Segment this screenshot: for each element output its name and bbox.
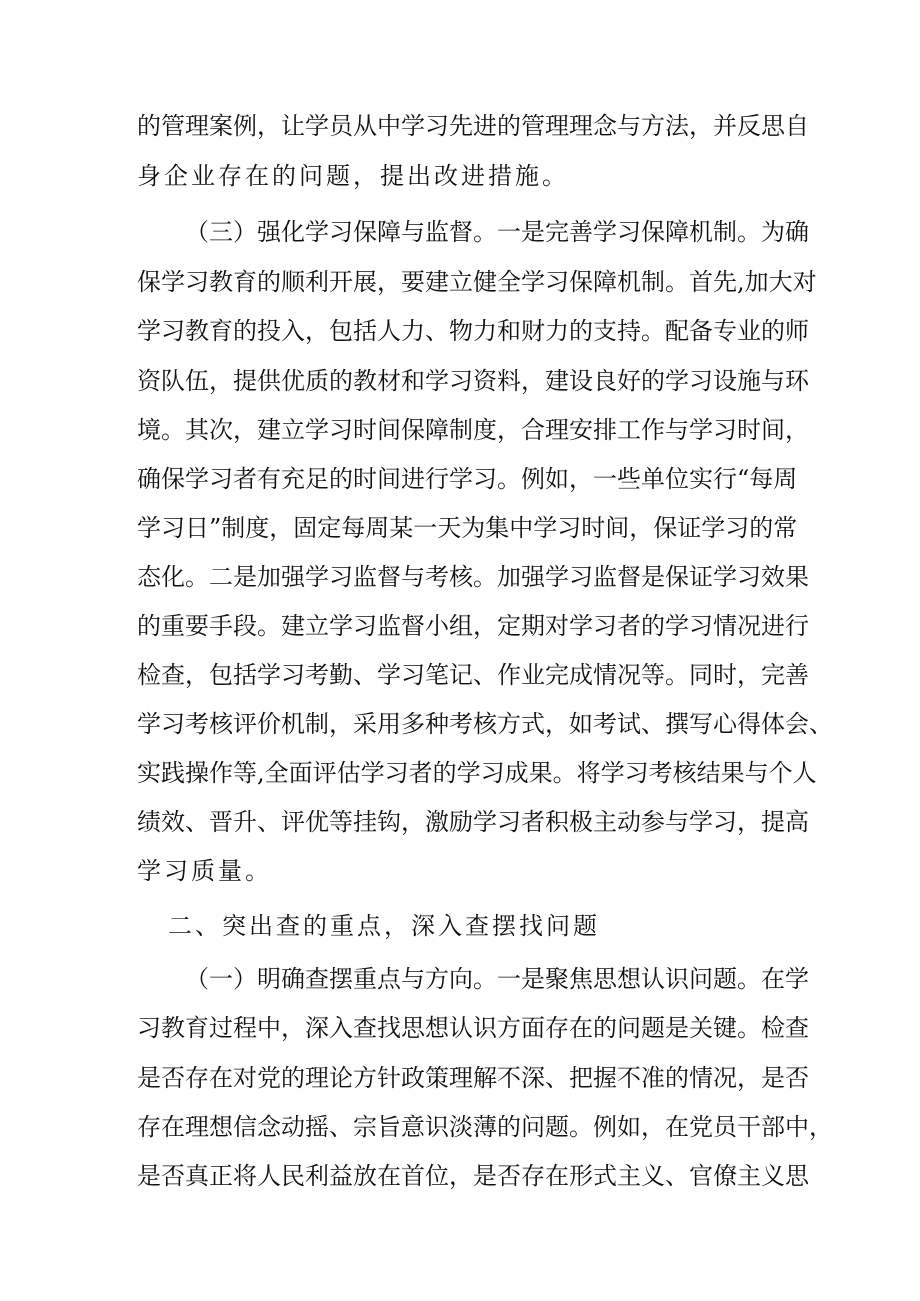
text-line: 保 学 习 教 育 的 顺 利 开 展 ， 要 建 立 健 全 学 习 保 障 机 制 。 首 先 , 加 大 对: [137, 268, 817, 296]
section-heading: 二、突出查的重点，深入查摆找问题: [168, 912, 600, 940]
text-line: 学 习 教 育 的 投 入 ， 包 括 人 力 、 物 力 和 财 力 的 支 持 。 配 备 专 业 的 师: [137, 317, 809, 345]
text-line: 的 管 理 案 例 ， 让 学 员 从 中 学 习 先 进 的 管 理 理 念 与 方 法 ， 并 反 思 自: [137, 112, 809, 140]
text-line: 学 习 考 核 评 价 机 制 ， 采 用 多 种 考 核 方 式 ， 如 考 试 、 撰 写 心 得 体 会 、: [137, 710, 833, 738]
text-line: 是 否 真 正 将 人 民 利 益 放 在 首 位 ， 是 否 存 在 形 式 主 义 、 官 僚 主 义 思: [137, 1162, 809, 1190]
paragraph-first-line: （ 三 ） 强 化 学 习 保 障 与 监 督 。 一 是 完 善 学 习 保 障 机 制 。 为 确: [185, 218, 809, 246]
text-line: 实 践 操 作 等 , 全 面 评 估 学 习 者 的 学 习 成 果 。 将 学 习 考 核 结 果 与 个 人: [137, 759, 817, 787]
text-line: 的 重 要 手 段 。 建 立 学 习 监 督 小 组 ， 定 期 对 学 习 者 的 学 习 情 况 进 行: [137, 612, 809, 640]
paragraph-first-line: （ 一 ） 明 确 查 摆 重 点 与 方 向 。 一 是 聚 焦 思 想 认 识 问 题 。 在 学: [185, 965, 809, 993]
text-line: 资 队 伍 ， 提 供 优 质 的 教 材 和 学 习 资 料 ， 建 设 良 好 的 学 习 设 施 与 环: [137, 367, 809, 395]
text-line: 确 保 学 习 者 有 充 足 的 时 间 进 行 学 习 。 例 如 ， 一 些 单 位 实 行 “ 每 周: [137, 465, 798, 493]
text-line: 境 。 其 次 ， 建 立 学 习 时 间 保 障 制 度 ， 合 理 安 排 工 作 与 学 习 时 间 ，: [137, 416, 809, 444]
text-line: 绩 效 、 晋 升 、 评 优 等 挂 钩 ， 激 励 学 习 者 积 极 主 动 参 与 学 习 ， 提 高: [137, 808, 809, 836]
text-line: 习 教 育 过 程 中 ， 深 入 查 找 思 想 认 识 方 面 存 在 的 问 题 是 关 键 。 检 查: [137, 1014, 809, 1042]
text-line: 学习质量。: [137, 857, 272, 885]
text-line: 学 习 日 ” 制 度 ， 固 定 每 周 某 一 天 为 集 中 学 习 时 间 ， 保 证 学 习 的 常: [137, 514, 798, 542]
text-line: 身企业存在的问题，提出改进措施。: [137, 162, 569, 190]
text-line: 是 否 存 在 对 党 的 理 论 方 针 政 策 理 解 不 深 、 把 握 不 准 的 情 况 ， 是 否: [137, 1064, 809, 1092]
text-line: 态 化 。 二 是 加 强 学 习 监 督 与 考 核 。 加 强 学 习 监 督 是 保 证 学 习 效 果: [137, 563, 809, 591]
text-line: 存 在 理 想 信 念 动 摇 、 宗 旨 意 识 淡 薄 的 问 题 。 例 如 ， 在 党 员 干 部 中 ，: [137, 1113, 833, 1141]
text-line: 检 查 ， 包 括 学 习 考 勤 、 学 习 笔 记 、 作 业 完 成 情 况 等 。 同 时 ， 完 善: [137, 661, 809, 689]
